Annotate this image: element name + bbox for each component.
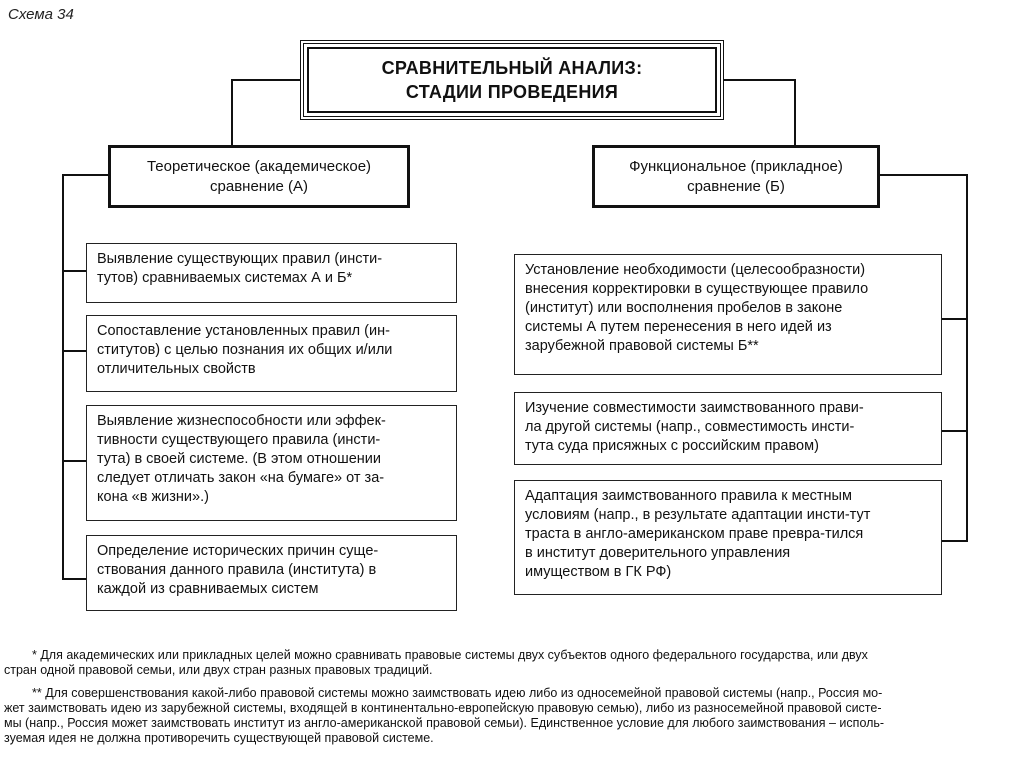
left-item-2-line: Сопоставление установленных правил (ин-: [97, 323, 390, 339]
left-item-4-line: ствования данного правила (института) в: [97, 562, 377, 578]
right-branch-line2: сравнение (Б): [687, 177, 785, 195]
connector-right-spine: [966, 174, 968, 542]
connector-title-right-h: [722, 79, 795, 81]
left-item-2-line: отличительных свойств: [97, 361, 256, 377]
connector-left-branch-h: [62, 174, 110, 176]
right-branch-box: [592, 145, 880, 208]
left-item-3-line: кона «в жизни».): [97, 489, 209, 505]
right-item-1-line: зарубежной правовой системы Б**: [525, 338, 759, 354]
main-title-line1: СРАВНИТЕЛЬНЫЙ АНАЛИЗ:: [381, 58, 643, 78]
right-item-3-line: траста в англо-американском праве превра-тился: [525, 526, 864, 542]
right-item-2-line: тута суда присяжных с российским правом): [525, 438, 819, 454]
right-item-1-line: системы А путем перенесения в него идей из: [525, 319, 832, 335]
left-item-1-line: тутов) сравниваемых системах А и Б*: [97, 270, 353, 286]
right-item-3-line: условиям (напр., в результате адаптации инсти-тут: [525, 507, 871, 523]
connector-right-item3: [942, 540, 968, 542]
left-branch-line2: сравнение (А): [210, 177, 308, 195]
right-item-1-line: внесения корректировки в существующее правило: [525, 281, 869, 297]
footnote-2-line: жет заимствовать идею из зарубежной системы, входящей в континентально-европейскую правовую семью), либо из разносемейной правовой систе-: [4, 701, 882, 715]
footnote-2-line: мы (напр., Россия может заимствовать институт из англо-американской правовой семьи). Единственное условие для любого заимствования – исполь-: [4, 716, 885, 730]
footnote-2-line: зуемая идея не должна противоречить существующей правовой системе.: [4, 731, 434, 745]
right-item-1: [514, 254, 942, 375]
footnote-1-line: стран одной правовой семьи, или двух стран разных правовых традиций.: [4, 663, 433, 677]
right-item-1-line: (институт) или восполнения пробелов в законе: [525, 300, 843, 316]
main-title-box: [300, 40, 724, 120]
left-item-3-line: тута) в своей системе. (В этом отношении: [97, 451, 381, 467]
left-item-3-line: тивности существующего правила (инсти-: [97, 432, 381, 448]
right-item-3: [514, 480, 942, 595]
right-branch-line1: Функциональное (прикладное): [629, 157, 843, 175]
left-item-3-line: следует отличать закон «на бумаге» от за-: [97, 470, 385, 486]
left-item-4-line: Определение исторических причин суще-: [97, 543, 379, 559]
left-item-3-line: Выявление жизнеспособности или эффек-: [97, 413, 386, 429]
connector-right-item1: [942, 318, 968, 320]
right-item-2: [514, 392, 942, 465]
connector-right-item2: [942, 430, 968, 432]
connector-left-item2: [62, 350, 86, 352]
connector-left-item3: [62, 460, 86, 462]
connector-left-spine: [62, 174, 64, 580]
left-item-1-line: Выявление существующих правил (инсти-: [97, 251, 383, 267]
right-item-1-line: Установление необходимости (целесообразности): [525, 262, 866, 278]
scheme-caption: Схема 34: [8, 6, 74, 23]
connector-title-right-v: [794, 79, 796, 147]
connector-left-item4: [62, 578, 86, 580]
footnote-2: [4, 686, 1014, 746]
left-item-2: [86, 315, 457, 392]
right-item-2-line: Изучение совместимости заимствованного прави-: [525, 400, 864, 416]
left-item-4: [86, 535, 457, 611]
right-item-3-line: Адаптация заимствованного правила к местным: [525, 488, 852, 504]
right-item-2-line: ла другой системы (напр., совместимость инсти-: [525, 419, 855, 435]
footnote-1-line: * Для академических или прикладных целей можно сравнивать правовые системы двух субъектов одного федерального государства, или двух: [32, 648, 868, 662]
left-item-4-line: каждой из сравниваемых систем: [97, 581, 319, 597]
right-item-3-line: имуществом в ГК РФ): [525, 564, 672, 580]
left-item-1: [86, 243, 457, 303]
left-branch-line1: Теоретическое (академическое): [146, 157, 372, 175]
left-item-2-line: ститутов) с целью познания их общих и/или: [97, 342, 393, 358]
connector-title-left-h: [231, 79, 302, 81]
footnote-1: [4, 648, 1014, 678]
footnote-2-line: ** Для совершенствования какой-либо правовой системы можно заимствовать идею либо из односемейной правовой системы (напр., Россия мо-: [32, 686, 883, 700]
right-item-3-line: в институт доверительного управления: [525, 545, 791, 561]
connector-title-left-v: [231, 79, 233, 147]
left-branch-box: [108, 145, 410, 208]
main-title-line2: СТАДИИ ПРОВЕДЕНИЯ: [405, 82, 619, 102]
connector-left-item1: [62, 270, 86, 272]
left-item-3: [86, 405, 457, 521]
connector-right-branch-h: [878, 174, 968, 176]
